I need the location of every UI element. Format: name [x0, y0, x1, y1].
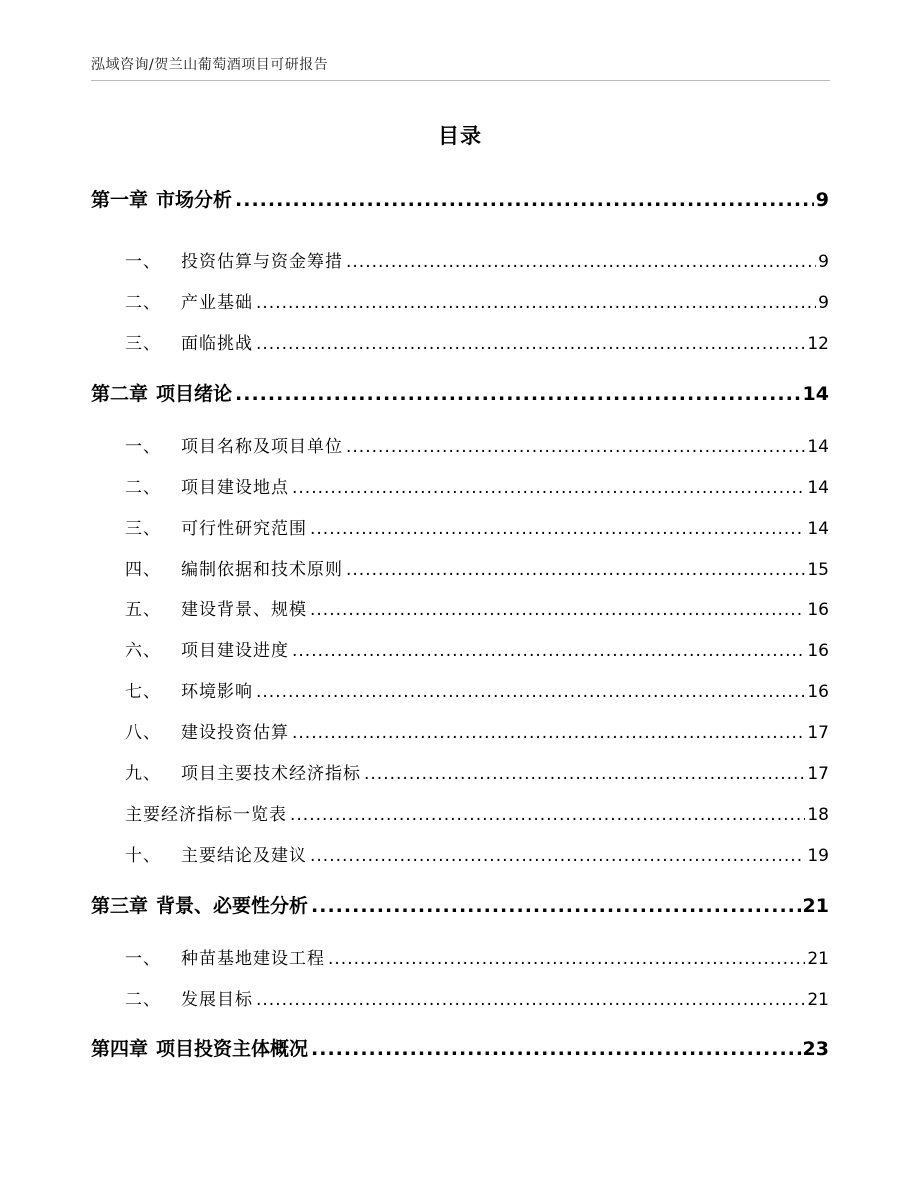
entry-number: 二、 [125, 293, 161, 313]
dot-leader [310, 600, 805, 620]
toc-entry-section[interactable] [91, 329, 829, 354]
entry-number: 一、 [125, 949, 161, 969]
entry-label: 项目绪论 [156, 383, 233, 405]
entry-number: 第二章 [91, 383, 149, 405]
entry-label: 项目主要技术经济指标 [181, 764, 361, 784]
toc-entry-section[interactable] [91, 514, 829, 539]
entry-page: 9 [818, 293, 829, 313]
entry-label: 背景、必要性分析 [156, 895, 309, 917]
toc-entry-chapter[interactable] [91, 379, 829, 406]
toc-entry-chapter[interactable] [91, 891, 829, 918]
entry-page: 12 [807, 334, 829, 354]
entry-label: 建设背景、规模 [181, 600, 307, 620]
dot-leader [292, 478, 805, 498]
entry-number: 六、 [125, 641, 161, 661]
toc-entry-section[interactable] [91, 759, 829, 784]
entry-number: 三、 [125, 334, 161, 354]
entry-page: 14 [807, 437, 829, 457]
dot-leader [256, 682, 805, 702]
entry-page: 9 [815, 189, 829, 211]
dot-leader [310, 846, 805, 866]
entry-number: 十、 [125, 846, 161, 866]
dot-leader [346, 437, 805, 457]
entry-page: 14 [807, 478, 829, 498]
dot-leader [364, 764, 805, 784]
dot-leader [292, 723, 805, 743]
entry-label: 产业基础 [181, 293, 253, 313]
toc-entry-section[interactable] [91, 288, 829, 313]
entry-label: 发展目标 [181, 990, 253, 1010]
entry-label: 编制依据和技术原则 [181, 560, 343, 580]
toc-title: 目录 [438, 124, 482, 148]
toc-entry-section[interactable] [91, 247, 829, 272]
entry-number: 一、 [125, 252, 161, 272]
entry-number: 七、 [125, 682, 161, 702]
entry-number: 九、 [125, 764, 161, 784]
entry-label: 项目名称及项目单位 [181, 437, 343, 457]
entry-page: 17 [807, 764, 829, 784]
entry-number: 第四章 [91, 1038, 149, 1060]
entry-number: 四、 [125, 560, 161, 580]
toc-entry-section[interactable] [91, 718, 829, 743]
entry-number: 第一章 [91, 189, 149, 211]
entry-page: 16 [807, 600, 829, 620]
dot-leader [311, 895, 801, 917]
dot-leader [256, 334, 805, 354]
toc-entry-section[interactable] [91, 555, 829, 580]
dot-leader [235, 383, 801, 405]
dot-leader [256, 293, 816, 313]
entry-label: 建设投资估算 [181, 723, 289, 743]
entry-label: 投资估算与资金筹措 [181, 252, 343, 272]
entry-page: 21 [802, 895, 829, 917]
dot-leader [328, 949, 805, 969]
entry-label: 项目投资主体概况 [156, 1038, 309, 1060]
dot-leader [235, 189, 814, 211]
entry-page: 14 [802, 383, 829, 405]
entry-number: 一、 [125, 437, 161, 457]
toc-entry-section[interactable] [91, 432, 829, 457]
entry-page: 23 [802, 1038, 829, 1060]
dot-leader [346, 560, 805, 580]
entry-label: 面临挑战 [181, 334, 253, 354]
dot-leader [292, 641, 805, 661]
entry-page: 18 [807, 805, 829, 825]
entry-number: 第三章 [91, 895, 149, 917]
entry-label: 项目建设进度 [181, 641, 289, 661]
entry-label: 主要结论及建议 [181, 846, 307, 866]
toc-entry-section[interactable] [91, 677, 829, 702]
toc-entry-chapter[interactable] [91, 185, 829, 212]
header-divider [91, 80, 830, 81]
entry-label: 种苗基地建设工程 [181, 949, 325, 969]
entry-page: 14 [807, 519, 829, 539]
toc-entry-section[interactable] [91, 595, 829, 620]
entry-page: 15 [807, 560, 829, 580]
toc-entry-section[interactable] [91, 841, 829, 866]
entry-number: 二、 [125, 478, 161, 498]
entry-label: 环境影响 [181, 682, 253, 702]
dot-leader [290, 805, 805, 825]
entry-label: 可行性研究范围 [181, 519, 307, 539]
dot-leader [346, 252, 816, 272]
toc-entry-section[interactable] [91, 985, 829, 1010]
entry-page: 17 [807, 723, 829, 743]
entry-page: 21 [807, 990, 829, 1010]
entry-label: 项目建设地点 [181, 478, 289, 498]
entry-number: 三、 [125, 519, 161, 539]
entry-number: 八、 [125, 723, 161, 743]
dot-leader [311, 1038, 801, 1060]
entry-number: 五、 [125, 600, 161, 620]
entry-page: 16 [807, 682, 829, 702]
toc-entry-section[interactable] [91, 944, 829, 969]
entry-label: 市场分析 [156, 189, 233, 211]
toc-entry-chapter[interactable] [91, 1034, 829, 1061]
entry-page: 19 [807, 846, 829, 866]
entry-page: 9 [818, 252, 829, 272]
dot-leader [310, 519, 805, 539]
toc-entry-section[interactable] [91, 636, 829, 661]
entry-page: 21 [807, 949, 829, 969]
entry-page: 16 [807, 641, 829, 661]
entry-label: 主要经济指标一览表 [125, 805, 287, 825]
toc-entry-section[interactable] [91, 800, 829, 825]
toc-entry-section[interactable] [91, 473, 829, 498]
dot-leader [256, 990, 805, 1010]
running-header: 泓域咨询/贺兰山葡萄酒项目可研报告 [91, 57, 329, 73]
entry-number: 二、 [125, 990, 161, 1010]
